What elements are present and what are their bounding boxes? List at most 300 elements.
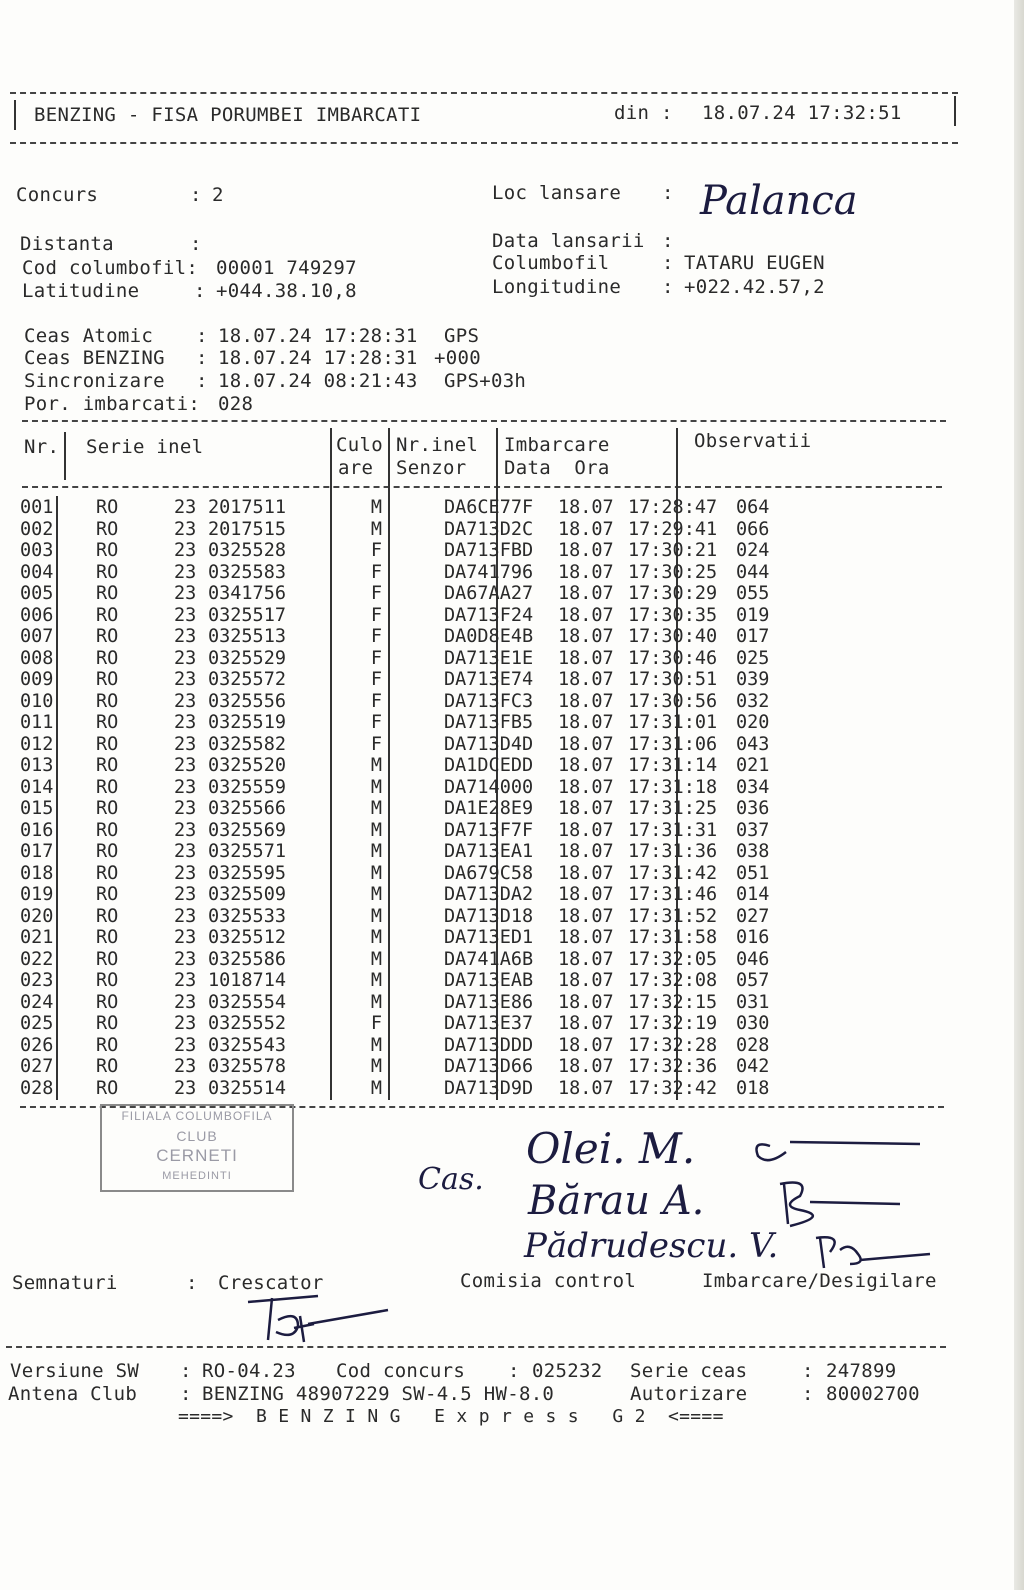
cell-ring-number: 0325528 — [208, 540, 286, 561]
cell-observation: 018 — [736, 1077, 770, 1099]
semnaturi-label: Semnaturi — [12, 1272, 118, 1294]
handwritten-signature-3: Pădrudescu. V. — [524, 1226, 779, 1266]
cell-sensor-id: DA713F7F — [444, 819, 534, 841]
cell-embark-time: 17:31:14 — [628, 755, 718, 776]
antena-club-value: BENZING 48907229 SW-4.5 HW-8.0 — [202, 1383, 555, 1405]
cell-country-code: RO — [96, 991, 119, 1013]
cell-ring-year: 23 — [174, 862, 197, 884]
cell-embark-time: 17:31:52 — [628, 905, 718, 927]
cell-color — [390, 540, 444, 562]
cell-color — [390, 992, 444, 1014]
stamp-line-3: CERNETI — [156, 1146, 238, 1165]
cell-country-code: RO — [96, 690, 119, 712]
table-row — [20, 755, 796, 777]
cell-embark-time: 17:30:35 — [628, 604, 718, 626]
cell-ring-year: 23 — [174, 540, 197, 561]
cell-sensor-id: DA713ED1 — [444, 927, 534, 948]
cell-country-code: RO — [96, 733, 119, 755]
cell-sex: M — [370, 798, 382, 819]
ceas-atomic-value: 18.07.24 17:28:31 — [218, 325, 418, 347]
cell-sex: M — [370, 905, 382, 927]
pigeon-table — [20, 497, 796, 1099]
cell-ring-number: 2017511 — [208, 497, 286, 518]
cell-ring-number: 0325533 — [208, 905, 286, 927]
cell-row-number: 026 — [20, 1034, 54, 1056]
ceas-benzing-colon: : — [196, 347, 208, 369]
loc-lansare-value: Palanca — [700, 178, 858, 224]
cell-observation: 032 — [736, 690, 770, 712]
cell-row-number: 010 — [20, 690, 54, 712]
cell-row-number: 003 — [20, 540, 54, 561]
cell-sex: M — [370, 1034, 382, 1056]
cell-sex: F — [370, 647, 382, 669]
cell-embark-date: 18.07 — [558, 518, 614, 540]
cell-ring-number: 0325582 — [208, 733, 286, 755]
autorizare-value: 80002700 — [826, 1383, 920, 1405]
cell-sex: F — [370, 561, 382, 583]
cell-ring-year: 23 — [174, 518, 197, 540]
cell-sex: M — [370, 948, 382, 970]
serie-ceas-value: 247899 — [826, 1360, 897, 1382]
cell-ring-year: 23 — [174, 841, 197, 862]
cell-country-code: RO — [96, 1013, 119, 1034]
table-row — [20, 927, 796, 949]
autorizare-label: Autorizare — [630, 1383, 748, 1405]
ceas-atomic-colon: : — [196, 325, 208, 347]
cell-country-code: RO — [96, 798, 119, 819]
cell-sensor-id: DA713DA2 — [444, 884, 534, 905]
cell-row-number: 021 — [20, 927, 54, 948]
cell-ring-number: 0325552 — [208, 1013, 286, 1034]
cell-color — [390, 820, 444, 842]
cell-ring-year: 23 — [174, 927, 197, 948]
table-row — [20, 906, 796, 928]
cell-observation: 019 — [736, 604, 770, 626]
table-row — [20, 841, 796, 863]
cell-country-code: RO — [96, 604, 119, 626]
cell-embark-date: 18.07 — [558, 669, 614, 690]
cell-ring-year: 23 — [174, 604, 197, 626]
antena-club-colon: : — [180, 1383, 192, 1405]
cell-country-code: RO — [96, 518, 119, 540]
cell-row-number: 013 — [20, 755, 54, 776]
cell-ring-year: 23 — [174, 970, 197, 991]
cell-row-number: 018 — [20, 862, 54, 884]
serie-ceas-colon: : — [802, 1360, 814, 1382]
cod-concurs-value: 025232 — [532, 1360, 603, 1382]
cell-ring-number: 0325559 — [208, 776, 286, 798]
col-header-observatii: Observatii — [694, 430, 812, 452]
table-row — [20, 605, 796, 627]
cod-columbofil-value: 00001 749297 — [216, 257, 357, 279]
paper-edge — [1014, 0, 1024, 1590]
cell-color — [390, 712, 444, 734]
cell-sex: M — [370, 819, 382, 841]
cell-color — [390, 669, 444, 691]
col-header-nr-inel-1: Nr.inel — [396, 434, 479, 456]
table-row — [20, 583, 796, 605]
col-header-nr-inel-2: Senzor — [396, 457, 467, 479]
cell-color — [390, 583, 444, 605]
col-header-serie-inel: Serie inel — [86, 436, 204, 458]
cell-embark-time: 17:31:46 — [628, 884, 718, 905]
cell-embark-date: 18.07 — [558, 561, 614, 583]
cell-color — [390, 648, 444, 670]
cell-embark-date: 18.07 — [558, 1056, 614, 1077]
cell-embark-date: 18.07 — [558, 712, 614, 733]
cell-embark-time: 17:32:36 — [628, 1056, 718, 1077]
cell-embark-time: 17:32:08 — [628, 970, 718, 991]
cell-sex: F — [370, 540, 382, 561]
cell-ring-year: 23 — [174, 647, 197, 669]
cell-sensor-id: DA741796 — [444, 561, 534, 583]
cell-observation: 020 — [736, 712, 770, 733]
table-row — [20, 863, 796, 885]
cell-observation: 031 — [736, 991, 770, 1013]
cell-ring-number: 0325519 — [208, 712, 286, 733]
cell-row-number: 002 — [20, 518, 54, 540]
latitudine-label: Latitudine — [22, 280, 140, 302]
cell-color — [390, 626, 444, 648]
cell-observation: 043 — [736, 733, 770, 755]
col-sep-nr — [64, 432, 66, 480]
cell-sensor-id: DA67AA27 — [444, 583, 534, 604]
cell-row-number: 008 — [20, 647, 54, 669]
cell-observation: 037 — [736, 819, 770, 841]
cell-observation: 024 — [736, 540, 770, 561]
cell-sex: M — [370, 497, 382, 518]
cell-ring-year: 23 — [174, 776, 197, 798]
cell-color — [390, 949, 444, 971]
table-row — [20, 540, 796, 562]
cell-color — [390, 1013, 444, 1035]
cell-row-number: 004 — [20, 561, 54, 583]
table-row — [20, 1056, 796, 1078]
cell-country-code: RO — [96, 647, 119, 669]
cell-observation: 064 — [736, 497, 770, 518]
longitudine-colon: : — [662, 276, 674, 298]
cell-ring-year: 23 — [174, 626, 197, 647]
cell-ring-year: 23 — [174, 1013, 197, 1034]
cell-observation: 038 — [736, 841, 770, 862]
cell-ring-number: 0325556 — [208, 690, 286, 712]
cell-sensor-id: DA713D2C — [444, 518, 534, 540]
cell-row-number: 011 — [20, 712, 54, 733]
cell-color — [390, 863, 444, 885]
cell-country-code: RO — [96, 905, 119, 927]
cell-embark-date: 18.07 — [558, 776, 614, 798]
latitudine-value: +044.38.10,8 — [216, 280, 357, 302]
cell-embark-date: 18.07 — [558, 1077, 614, 1099]
cell-row-number: 006 — [20, 604, 54, 626]
imbarcare-desigilare-label: Imbarcare/Desigilare — [702, 1270, 937, 1292]
cell-sex: F — [370, 604, 382, 626]
cell-embark-date: 18.07 — [558, 862, 614, 884]
cell-sensor-id: DA713D4D — [444, 733, 534, 755]
ceas-benzing-value: 18.07.24 17:28:31 — [218, 347, 418, 369]
ceas-benzing-label: Ceas BENZING — [24, 347, 165, 369]
versiune-sw-colon: : — [180, 1360, 192, 1382]
cell-color — [390, 755, 444, 777]
cell-ring-number: 0325583 — [208, 561, 286, 583]
cell-embark-time: 17:31:01 — [628, 712, 718, 733]
cell-observation: 030 — [736, 1013, 770, 1034]
cell-sex: F — [370, 626, 382, 647]
cell-ring-year: 23 — [174, 884, 197, 905]
header-right-bar — [954, 96, 956, 126]
cell-color — [390, 970, 444, 992]
cell-embark-time: 17:32:42 — [628, 1077, 718, 1099]
table-header-rule — [22, 486, 942, 488]
handwritten-cas: Cas. — [418, 1162, 484, 1197]
cell-ring-number: 0325566 — [208, 798, 286, 819]
cell-row-number: 005 — [20, 583, 54, 604]
cell-row-number: 001 — [20, 497, 54, 518]
cell-ring-year: 23 — [174, 991, 197, 1013]
stamp-line-1: FILIALA COLUMBOFILA — [121, 1109, 273, 1123]
table-row — [20, 798, 796, 820]
cell-row-number: 014 — [20, 776, 54, 798]
ceas-benzing-offset: +000 — [434, 347, 481, 369]
cell-color — [390, 1035, 444, 1057]
cell-embark-time: 17:28:47 — [628, 497, 718, 518]
cell-ring-number: 0341756 — [208, 583, 286, 604]
longitudine-label: Longitudine — [492, 276, 622, 298]
cell-observation: 046 — [736, 948, 770, 970]
cell-sex: F — [370, 733, 382, 755]
cell-sensor-id: DA1E28E9 — [444, 798, 534, 819]
columbofil-value: TATARU EUGEN — [684, 252, 825, 274]
cell-country-code: RO — [96, 540, 119, 561]
footer-top-rule — [6, 1346, 946, 1348]
cell-sensor-id: DA0D8E4B — [444, 626, 534, 647]
stamp-line-4: MEHEDINTI — [162, 1170, 232, 1182]
cell-color — [390, 906, 444, 928]
cell-country-code: RO — [96, 1034, 119, 1056]
cell-ring-number: 0325569 — [208, 819, 286, 841]
cell-embark-time: 17:30:56 — [628, 690, 718, 712]
table-row — [20, 949, 796, 971]
ceas-atomic-label: Ceas Atomic — [24, 325, 154, 347]
cell-ring-number: 0325513 — [208, 626, 286, 647]
cell-country-code: RO — [96, 1056, 119, 1077]
cell-country-code: RO — [96, 884, 119, 905]
cell-embark-time: 17:31:06 — [628, 733, 718, 755]
table-row — [20, 820, 796, 842]
cell-sex: F — [370, 1013, 382, 1034]
cell-color — [390, 691, 444, 713]
cell-observation: 028 — [736, 1034, 770, 1056]
cell-row-number: 015 — [20, 798, 54, 819]
cell-embark-date: 18.07 — [558, 690, 614, 712]
cell-sensor-id: DA741A6B — [444, 948, 534, 970]
cell-row-number: 024 — [20, 991, 54, 1013]
cell-ring-number: 0325571 — [208, 841, 286, 862]
table-row — [20, 970, 796, 992]
cell-embark-date: 18.07 — [558, 948, 614, 970]
cod-concurs-colon: : — [508, 1360, 520, 1382]
signature-scribbles — [700, 1124, 940, 1284]
cell-observation: 014 — [736, 884, 770, 905]
cell-embark-date: 18.07 — [558, 540, 614, 561]
document-title: BENZING - FISA PORUMBEI IMBARCATI — [34, 104, 422, 126]
cell-ring-year: 23 — [174, 755, 197, 776]
cell-color — [390, 519, 444, 541]
cell-embark-time: 17:31:42 — [628, 862, 718, 884]
antena-club-label: Antena Club — [8, 1383, 138, 1405]
cell-sensor-id: DA713F24 — [444, 604, 534, 626]
cell-ring-year: 23 — [174, 669, 197, 690]
porumbei-imbarcati-label: Por. imbarcati: — [24, 393, 201, 415]
cell-ring-year: 23 — [174, 905, 197, 927]
cell-embark-date: 18.07 — [558, 583, 614, 604]
cell-embark-time: 17:31:58 — [628, 927, 718, 948]
versiune-sw-label: Versiune SW — [10, 1360, 140, 1382]
cell-ring-year: 23 — [174, 690, 197, 712]
cell-color — [390, 1056, 444, 1078]
columbofil-colon: : — [662, 252, 674, 274]
cell-sensor-id: DA713FC3 — [444, 690, 534, 712]
cell-color — [390, 798, 444, 820]
cell-sex: M — [370, 884, 382, 905]
cell-embark-time: 17:32:19 — [628, 1013, 718, 1034]
cell-ring-year: 23 — [174, 733, 197, 755]
cell-ring-number: 0325512 — [208, 927, 286, 948]
cell-observation: 016 — [736, 927, 770, 948]
cell-embark-date: 18.07 — [558, 819, 614, 841]
cell-row-number: 016 — [20, 819, 54, 841]
table-row — [20, 992, 796, 1014]
cell-color — [390, 841, 444, 863]
cell-embark-date: 18.07 — [558, 497, 614, 518]
cell-row-number: 012 — [20, 733, 54, 755]
cell-sex: M — [370, 1056, 382, 1077]
cell-embark-time: 17:31:18 — [628, 776, 718, 798]
table-row — [20, 1035, 796, 1057]
cell-sex: M — [370, 970, 382, 991]
cell-sensor-id: DA713E74 — [444, 669, 534, 690]
cell-observation: 055 — [736, 583, 770, 604]
cell-sex: M — [370, 776, 382, 798]
handwritten-signature-1: Olei. M. — [526, 1124, 696, 1173]
cell-ring-year: 23 — [174, 948, 197, 970]
table-row — [20, 562, 796, 584]
cell-country-code: RO — [96, 561, 119, 583]
cell-color — [390, 734, 444, 756]
handwritten-signature-2: Bărau A. — [528, 1178, 705, 1224]
cell-country-code: RO — [96, 1077, 119, 1099]
crescator-signature — [238, 1290, 408, 1350]
crescator-label: Crescator — [218, 1272, 324, 1294]
cell-ring-year: 23 — [174, 497, 197, 518]
cell-ring-year: 23 — [174, 583, 197, 604]
cell-sex: M — [370, 991, 382, 1013]
cell-ring-number: 0325509 — [208, 884, 286, 905]
cell-sex: F — [370, 583, 382, 604]
cell-embark-time: 17:32:15 — [628, 991, 718, 1013]
cell-embark-time: 17:30:29 — [628, 583, 718, 604]
cell-ring-number: 0325514 — [208, 1077, 286, 1099]
table-row — [20, 669, 796, 691]
table-row — [20, 734, 796, 756]
cell-color — [390, 1078, 444, 1100]
cell-embark-date: 18.07 — [558, 647, 614, 669]
cell-embark-time: 17:30:21 — [628, 540, 718, 561]
cell-sensor-id: DA679C58 — [444, 862, 534, 884]
cell-row-number: 007 — [20, 626, 54, 647]
stamp-line-2: CLUB — [176, 1128, 218, 1144]
cell-observation: 039 — [736, 669, 770, 690]
cell-embark-date: 18.07 — [558, 841, 614, 862]
cell-embark-date: 18.07 — [558, 927, 614, 948]
cell-sensor-id: DA1DCEDD — [444, 755, 534, 776]
cell-sensor-id: DA6CE77F — [444, 497, 534, 518]
concurs-colon: : — [190, 184, 214, 206]
cell-embark-date: 18.07 — [558, 626, 614, 647]
cell-color — [390, 884, 444, 906]
cell-sensor-id: DA713EAB — [444, 970, 534, 991]
cell-embark-date: 18.07 — [558, 991, 614, 1013]
cell-embark-date: 18.07 — [558, 905, 614, 927]
cell-sex: M — [370, 927, 382, 948]
cell-ring-number: 1018714 — [208, 970, 286, 991]
cod-concurs-label: Cod concurs — [336, 1360, 466, 1382]
semnaturi-colon: : — [186, 1272, 198, 1294]
cell-embark-time: 17:30:40 — [628, 626, 718, 647]
cell-country-code: RO — [96, 948, 119, 970]
table-top-rule — [22, 420, 946, 422]
cell-color — [390, 927, 444, 949]
cell-row-number: 020 — [20, 905, 54, 927]
table-row — [20, 626, 796, 648]
porumbei-imbarcati-count: 028 — [218, 393, 254, 415]
col-header-culoare-1: Culo — [336, 434, 383, 456]
cell-observation: 036 — [736, 798, 770, 819]
cell-sex: F — [370, 690, 382, 712]
cell-embark-time: 17:31:36 — [628, 841, 718, 862]
cell-country-code: RO — [96, 669, 119, 690]
cell-embark-time: 17:29:41 — [628, 518, 718, 540]
cell-sex: M — [370, 841, 382, 862]
concurs-label: Concurs — [16, 184, 99, 206]
cell-ring-number: 0325554 — [208, 991, 286, 1013]
cell-observation: 017 — [736, 626, 770, 647]
cell-sex: M — [370, 862, 382, 884]
columbofil-label: Columbofil — [492, 252, 610, 274]
cell-country-code: RO — [96, 626, 119, 647]
cod-columbofil-label: Cod columbofil: — [22, 257, 199, 279]
cell-sex: M — [370, 755, 382, 776]
cell-embark-date: 18.07 — [558, 798, 614, 819]
cell-embark-time: 17:32:28 — [628, 1034, 718, 1056]
cell-embark-date: 18.07 — [558, 733, 614, 755]
distanta-colon: : — [190, 233, 202, 255]
cell-country-code: RO — [96, 819, 119, 841]
cell-ring-number: 0325517 — [208, 604, 286, 626]
latitudine-colon: : — [194, 280, 206, 302]
cell-sex: M — [370, 1077, 382, 1099]
cell-country-code: RO — [96, 927, 119, 948]
loc-lansare-label: Loc lansare — [492, 182, 622, 204]
ceas-atomic-source: GPS — [444, 325, 480, 347]
cell-country-code: RO — [96, 497, 119, 518]
cell-country-code: RO — [96, 970, 119, 991]
cell-country-code: RO — [96, 841, 119, 862]
cell-embark-time: 17:30:46 — [628, 647, 718, 669]
col-header-imbarcare-2: Data Ora — [504, 457, 610, 479]
cell-sex: F — [370, 669, 382, 690]
cell-sensor-id: DA713DDD — [444, 1034, 534, 1056]
